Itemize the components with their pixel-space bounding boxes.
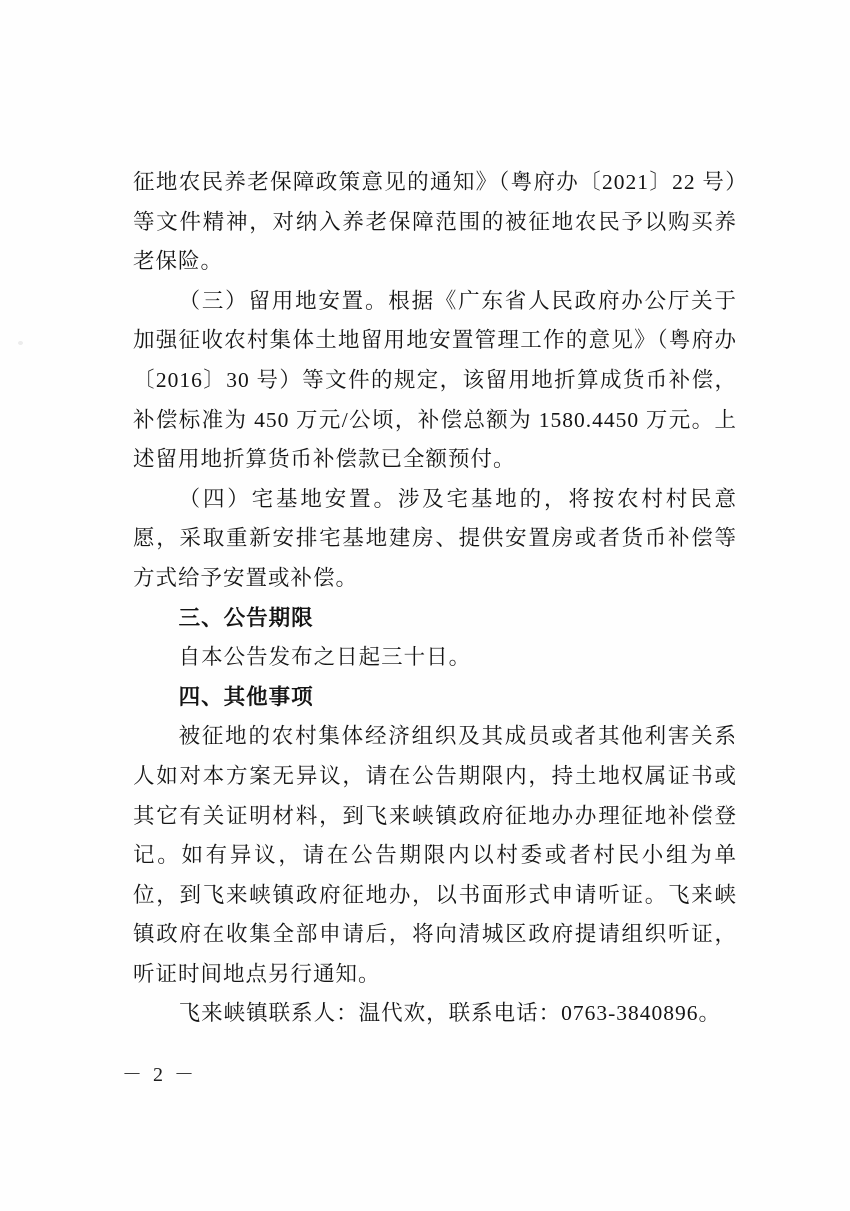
paragraph-notice-period: 自本公告发布之日起三十日。 [178, 645, 472, 670]
paragraph-reserved-land-resettlement: （三）留用地安置。根据《广东省人民政府办公厅关于加强征收农村集体土地留用地安置管理工作的意见》（粤府办〔2016〕30 号）等文件的规定，该留用地折算成货币补偿，补偿标准为 450 万元/公顷，补偿总额为 1580.4450 万元。上述留用地折算货币补偿款已全额预付。 [133, 288, 737, 472]
heading-notice-period: 三、公告期限 [178, 605, 314, 630]
page-number: － 2 － [122, 1064, 197, 1086]
paragraph-pension-continuation: 征地农民养老保障政策意见的通知》（粤府办〔2021〕22 号）等文件精神，对纳入养老保障范围的被征地农民予以购买养老保险。 [133, 170, 737, 274]
scan-speck [18, 341, 23, 345]
heading-other-matters: 四、其他事项 [178, 684, 314, 709]
paragraph-homestead-resettlement: （四）宅基地安置。涉及宅基地的，将按农村村民意愿，采取重新安排宅基地建房、提供安置房或者货币补偿等方式给予安置或补偿。 [133, 486, 737, 590]
paragraph-contact: 飞来峡镇联系人：温代欢，联系电话：0763-3840896。 [178, 1001, 721, 1026]
document-body [133, 163, 737, 1034]
paragraph-other-matters: 被征地的农村集体经济组织及其成员或者其他利害关系人如对本方案无异议，请在公告期限内，持土地权属证书或其它有关证明材料，到飞来峡镇政府征地办办理征地补偿登记。如有异议，请在公告期限内以村委或者村民小组为单位，到飞来峡镇政府征地办，以书面形式申请听证。飞来峡镇政府在收集全部申请后，将向清城区政府提请组织听证，听证时间地点另行通知。 [133, 724, 737, 986]
